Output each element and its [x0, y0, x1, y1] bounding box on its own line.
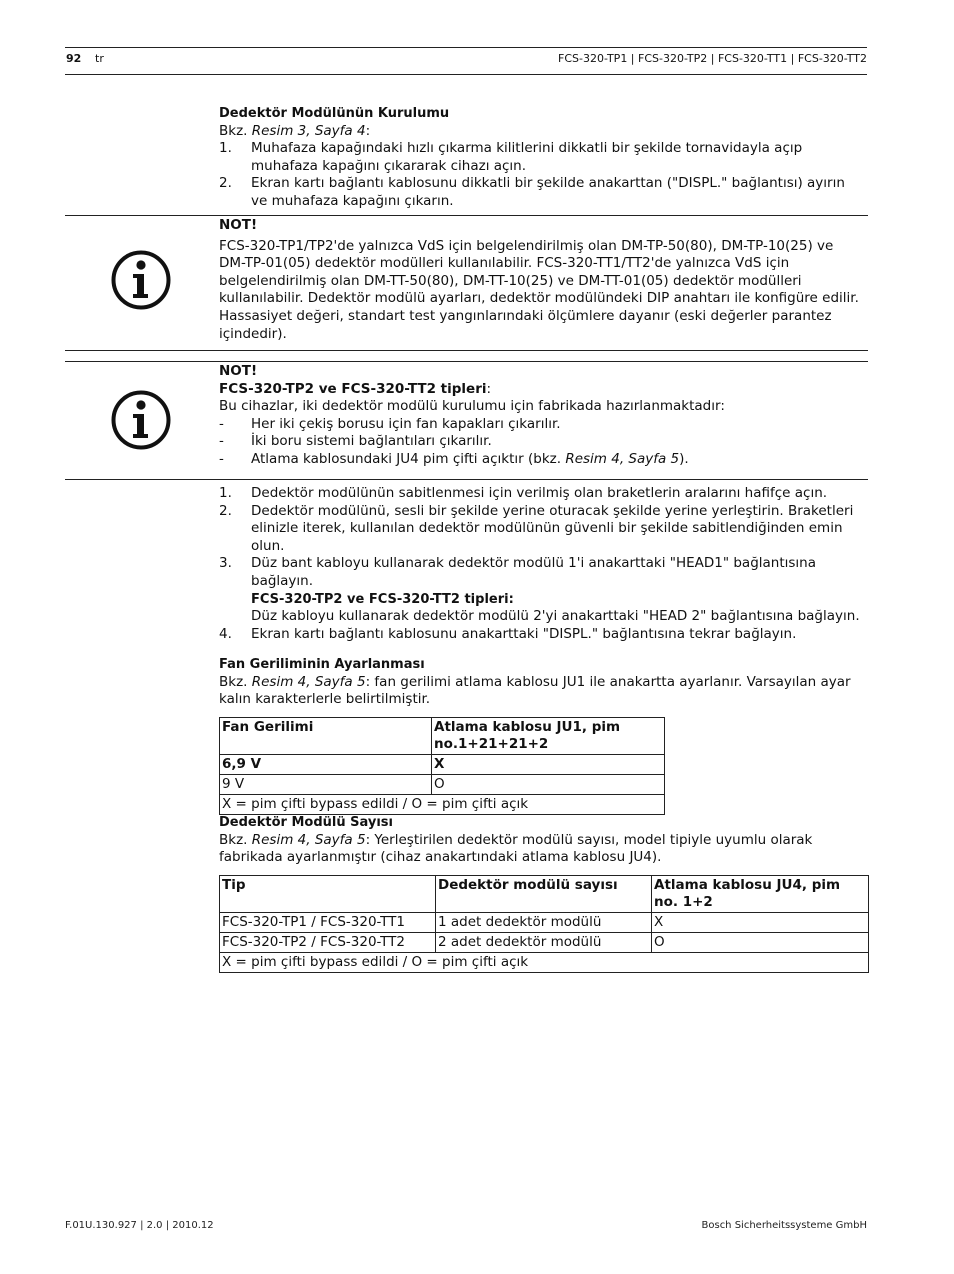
note2-rule-top	[65, 361, 868, 362]
step-subtext: Düz kabloyu kullanarak dedektör modülü 2'yi anakarttaki "HEAD 2" bağlantısına bağlayın.	[251, 608, 860, 625]
footer-company: Bosch Sicherheitssysteme GmbH	[701, 1220, 867, 1231]
header-rule-top	[65, 47, 867, 48]
table-cell: X	[652, 913, 869, 933]
count-heading: Dedektör Modülü Sayısı	[219, 815, 393, 830]
table-cell: 9 V	[220, 775, 432, 795]
table-header-row	[220, 876, 869, 913]
document-title: FCS-320-TP1 | FCS-320-TP2 | FCS-320-TT1 | FCS-320-TT2	[558, 52, 867, 65]
note2-rule-bottom	[65, 479, 868, 480]
install-step: 2. Ekran kartı bağlantı kablosunu dikkatli bir şekilde anakarttan ("DISPL." bağlantısı) ayırın ve muhafaza kapağını çıkarın.	[219, 175, 845, 209]
fan-voltage-table	[219, 717, 665, 815]
list-item: - Atlama kablosundaki JU4 pim çifti açıktır (bkz. Resim 4, Sayfa 5).	[219, 450, 689, 467]
note1-rule-top	[65, 215, 868, 216]
page-number: 92	[66, 52, 82, 65]
fan-section: Fan Geriliminin Ayarlanması Bkz. Resim 4, Sayfa 5: fan gerilimi atlama kablosu JU1 ile anakartta ayarlanır. Varsayılan ayar kalın karakterlerle belirtilmiştir.	[219, 656, 869, 709]
info-icon	[111, 250, 171, 310]
mounting-steps	[219, 485, 869, 643]
count-ref-link[interactable]: Resim 4, Sayfa 5	[251, 831, 366, 848]
step-item: 3. Düz bant kabloyu kullanarak dedektör modülü 1'i anakarttaki "HEAD1" bağlantısına bağlayın.	[219, 555, 816, 589]
install-section	[219, 105, 869, 211]
table-header-row	[220, 718, 665, 755]
fan-heading: Fan Geriliminin Ayarlanması	[219, 657, 425, 672]
header-rule-bottom	[65, 74, 867, 75]
list-item: - İki boru sistemi bağlantıları çıkarılır.	[219, 433, 492, 450]
table-cell: FCS-320-TP2 / FCS-320-TT2	[220, 933, 436, 953]
note2-label: NOT!	[219, 363, 258, 379]
note2-ref-link[interactable]: Resim 4, Sayfa 5	[565, 450, 680, 467]
fan-ref-link[interactable]: Resim 4, Sayfa 5	[251, 673, 366, 690]
note1-rule-bottom	[65, 350, 868, 351]
language-code: tr	[95, 52, 104, 65]
table-footer-row	[220, 795, 665, 815]
module-count-table	[219, 875, 869, 973]
table-cell: O	[432, 775, 665, 795]
table-footer-row	[220, 953, 869, 973]
footer-doc-id: F.01U.130.927 | 2.0 | 2010.12	[65, 1220, 214, 1231]
info-icon	[111, 390, 171, 450]
install-ref-link[interactable]: Resim 3, Sayfa 4	[251, 122, 366, 139]
table-cell: 1 adet dedektör modülü	[436, 913, 652, 933]
list-item: - Her iki çekiş borusu için fan kapakları çıkarılır.	[219, 415, 561, 432]
table-row	[220, 755, 665, 775]
step-subheading: FCS-320-TP2 ve FCS-320-TT2 tipleri:	[251, 591, 514, 607]
table-row	[220, 933, 869, 953]
install-step: 1. Muhafaza kapağındaki hızlı çıkarma kilitlerini dikkatli bir şekilde tornavidayla açıp muhafaza kapağını çıkararak cihazı açın.	[219, 140, 803, 174]
note2-intro: Bu cihazlar, iki dedektör modülü kurulumu için fabrikada hazırlanmaktadır:	[219, 398, 725, 415]
note2-subtitle: FCS-320-TP2 ve FCS-320-TT2 tipleri:	[219, 380, 492, 397]
table-cell: O	[652, 933, 869, 953]
table-cell: X	[432, 755, 665, 775]
table-header-cell: Dedektör modülü sayısı	[436, 876, 652, 913]
table-header-cell: Atlama kablosu JU4, pim no. 1+2	[652, 876, 869, 913]
note1: NOT! FCS-320-TP1/TP2'de yalnızca VdS için belgelendirilmiş olan DM-TP-50(80), DM-TP-10(25) ve DM-TP-01(05) dedektör modülleri kullanılabilir. FCS-320-TT1/TT2'de yalnızca VdS için belgelendirilmiş olan DM-TT-50(80), DM-TT-10(25) ve DM-TT-01(05) dedektör modülleri kullanılabilir. Dedektör modülü ayarları, dedektör modülündeki DIP anahtarı ile konfigüre edilir. Hassasiyet değeri, standart test yangınlarındaki ölçümlere dayanır (eski değerler parantez içindedir).	[219, 217, 869, 343]
step-item: 4. Ekran kartı bağlantı kablosunu anakarttaki "DISPL." bağlantısına tekrar bağlayın.	[219, 625, 797, 642]
install-heading: Dedektör Modülünün Kurulumu	[219, 106, 450, 121]
step-item: 1. Dedektör modülünün sabitlenmesi için verilmiş olan braketlerin aralarını hafifçe açın.	[219, 485, 828, 501]
table-footer-cell: X = pim çifti bypass edildi / O = pim çifti açık	[220, 953, 869, 973]
table-cell: FCS-320-TP1 / FCS-320-TT1	[220, 913, 436, 933]
table-cell: 2 adet dedektör modülü	[436, 933, 652, 953]
step-item: 2. Dedektör modülünü, sesli bir şekilde yerine oturacak şekilde yerine yerleştirin. Braketleri elinizle iterek, kullanılan dedektör modülünün güvenli bir şekilde sabitlendiğinden emin olun.	[219, 502, 854, 554]
table-footer-cell: X = pim çifti bypass edildi / O = pim çifti açık	[220, 795, 665, 815]
table-row	[220, 913, 869, 933]
table-header-cell: Tip	[220, 876, 436, 913]
table-row	[220, 775, 665, 795]
install-ref: Bkz. Resim 3, Sayfa 4:	[219, 122, 371, 139]
count-section: Dedektör Modülü Sayısı Bkz. Resim 4, Sayfa 5: Yerleştirilen dedektör modülü sayısı, model tipiyle uyumlu olarak fabrikada ayarlanmıştır (cihaz anakartındaki atlama kablosu JU4).	[219, 814, 869, 867]
table-cell: 6,9 V	[220, 755, 432, 775]
table-header-cell: Fan Gerilimi	[220, 718, 432, 755]
table-header-cell: Atlama kablosu JU1, pim no.1+21+21+2	[432, 718, 665, 755]
note2	[219, 363, 869, 469]
note1-label: NOT!	[219, 217, 258, 233]
